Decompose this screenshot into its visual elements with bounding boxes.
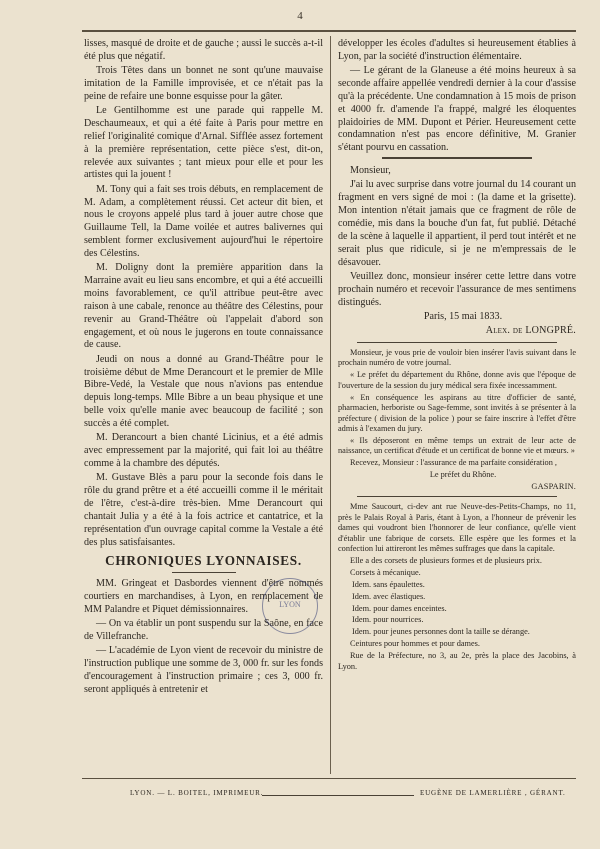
list-item: Idem. pour nourrices. xyxy=(352,615,424,625)
notice-intro: Monsieur, je vous prie de vouloir bien insérer l'avis suivant dans le prochain numéro de votre journal. xyxy=(338,348,576,368)
column-divider xyxy=(330,36,331,774)
left-paragraph-5: M. Doligny dont la première apparition dans la Marraine avait eu lieu sans encombre, et qui a été accueilli moins favorablement, ce qu'il attribue peut-être avec raison à une cabale, renonce au théâtre des Célestins, pour revenir au Grand-Théâtre où l'appelait d'abord son engagement, et où nous le jugerons en toute connaissance de cause. xyxy=(84,262,323,351)
letter-rule xyxy=(382,157,532,159)
right-paragraph-1: développer les écoles d'adultes si heureusement établies à Lyon, par la société d'instruction élémentaire. xyxy=(338,38,576,62)
notice-clause-3: « Ils déposeront en même temps un extrait de leur acte de naissance, un certificat d'étude et un certificat de bonne vie et mœurs. » xyxy=(338,435,576,456)
stamp-text: LYON xyxy=(279,600,301,609)
letter-signature: Alex. de LONGPRÉ. xyxy=(485,325,576,337)
left-paragraph-11: — L'académie de Lyon vient de recevoir du ministre de l'instruction publique une somme de 3, 000 fr. sur les fonds d'encouragement à l'instruction primaire ; ces 3, 000 fr. seront appliqués à entretenir et xyxy=(84,645,323,695)
advert-belts: Ceintures pour hommes et pour dames. xyxy=(350,639,480,649)
letter-salutation: Monsieur, xyxy=(350,165,391,177)
footer-line xyxy=(262,795,414,796)
section-title: CHRONIQUES LYONNAISES. xyxy=(105,553,302,569)
page-number: 4 xyxy=(297,10,303,22)
list-item: Idem. pour jeunes personnes dont la taille se dérange. xyxy=(352,627,530,637)
notice-clause-1: « Le préfet du département du Rhône, donne avis que l'époque de l'ouverture de la session du jury médical sera fixée incessamment. xyxy=(338,370,576,390)
advert-rule xyxy=(357,496,557,497)
notice-closing: Recevez, Monsieur : l'assurance de ma parfaite considération , xyxy=(350,458,557,468)
left-paragraph-8: M. Gustave Blès a paru pour la seconde fois dans le rôle du grand prêtre et a été accueilli comme il le méritait de l'être, c'est-à-dire très-bien. Mme Derancourt qui chantait Julia y a été à la fois actrice et cantatrice, et la représentation d'un ouvrage capital comme la Vestale a été des plus satisfaisantes. xyxy=(84,472,323,548)
left-paragraph-9: MM. Gringeat et Dasbordes viennent d'être nommés courtiers en marchandises, à Lyon, en remplacement de MM Palandre et Piquet démissionnaires. xyxy=(84,578,323,615)
list-item: Idem. avec élastiques. xyxy=(352,591,426,601)
right-paragraph-2: — Le gérant de la Glaneuse a été moins heureux à sa seconde affaire appellée vendredi dernier à la cour d'assise qu'à la précédente. Une condamnation à 15 mois de prison et 4000 fr. d'amende l'a frappé, malgré les éloquentes plaidoiries de MM. Dupont et Périer. Heureusement cette condamnation n'est pas encore définitive, M. Granier s'étant pourvu en cassation. xyxy=(338,65,576,154)
advert-body: Mme Saucourt, ci-dev ant rue Neuve-des-Petits-Champs, no 11, près le Palais Royal à Paris, étant à Lyon, a l'honneur de prévenir les dames qui voudront bien l'honnorer de leur confiance, qu'elle vient d'établir une fabrique de corsets. Elle espère que les formes et la confection lui attireront les mêmes suffrages que dans la capitale. xyxy=(338,502,576,553)
left-paragraph-6: Jeudi on nous a donné au Grand-Théâtre pour le troisième début de Mme Derancourt et le premier de Mlle Bibre-Vedé, la Vestale que nous n'avions pas entendue depuis long-temps. Mlle Bibre a un beau physique et une belle voix qu'elle manie avec beaucoup de facilité ; son succès a été complet. xyxy=(84,353,323,429)
advert-prices: Elle a des corsets de plusieurs formes et de plusieurs prix. xyxy=(350,555,542,565)
footer-manager: EUGÈNE DE LAMERLIÈRE , GÉRANT. xyxy=(420,789,566,797)
footer-printer: LYON. — L. BOITEL, IMPRIMEUR. xyxy=(130,789,264,797)
list-item: Idem. sans épaulettes. xyxy=(352,579,425,589)
section-rule xyxy=(172,572,236,573)
top-rule xyxy=(82,30,576,32)
notice-prefect: Le préfet du Rhône. xyxy=(429,470,497,480)
notice-clause-2: « En conséquence les aspirans au titre d'officier de santé, pharmacien, herboriste ou Sage-femme, sont invités à se présenter à la préfecture ( division de la police ) pour se faire inscrire à l'effet d'être admis à l'examen du jury. xyxy=(338,392,576,433)
list-item: Idem. pour dames enceintes. xyxy=(352,603,447,613)
right-column xyxy=(338,38,576,673)
advert-list-intro: Corsets à mécanique. xyxy=(350,567,421,577)
notice-signature: GASPARIN. xyxy=(531,481,576,491)
left-paragraph-7: M. Derancourt a bien chanté Licinius, et a été admis avec empressement par la majorité, qui fait loi au théâtre comme à la chambre des députés. xyxy=(84,432,323,469)
left-paragraph-4: M. Tony qui a fait ses trois débuts, en remplacement de M. Adam, a complètement réussi. Cet acteur dit bien, et nous le croyons appelé plus tard à jouer autre chose que Guillaume Tell, la Dame voilée et autres balivernes qui semblent former exclusivement aujourd'hui le répertoire des Célestins. xyxy=(84,183,323,259)
left-paragraph-3: Le Gentilhomme est une parade qui rappelle M. Deschaumeaux, et qui a été faite à Paris pour mettre en relief l'originalité comique d'Arnal. Sifflée assez fortement à la première représentation, cette pièce s'est, dit-on, relevée aux suivantes ; tant mieux pour elle et pour les artistes qui la jouent ! xyxy=(84,105,323,181)
letter-body-2: Veuillez donc, monsieur insérer cette lettre dans votre prochain numéro et recevoir l'assurance de mes sentimens distingués. xyxy=(338,270,576,308)
letter-dateline: Paris, 15 mai 1833. xyxy=(423,310,503,322)
left-paragraph-1: lisses, masqué de droite et de gauche ; aussi le succès a-t-il été plus que négatif. xyxy=(84,38,323,62)
left-paragraph-2: Trois Têtes dans un bonnet ne sont qu'une mauvaise imitation de la Famille improvisée, et ce n'était pas la peine de refaire une bonne esquisse pour la gâter. xyxy=(84,65,323,102)
letter-body-1: J'ai lu avec surprise dans votre journal du 14 courant un fragment en vers signé de moi : (la dame et la grisette). Mon intention n'était jamais que ce fragment de rôle de comédie, mis dans la bouche d'un fat, fut publié. Détaché de la scène à laquelle il appartient, il perd tout intérêt et ne serait plus que ridicule, si je ne m'empressais de le désavouer. xyxy=(338,179,576,268)
bottom-rule xyxy=(82,778,576,779)
left-paragraph-10: — On va établir un pont suspendu sur la Saône, en face de Villefranche. xyxy=(84,618,323,643)
library-stamp xyxy=(262,578,318,634)
advert-address: Rue de la Préfecture, no 3, au 2e, près la place des Jacobins, à Lyon. xyxy=(338,651,576,671)
notice-rule xyxy=(357,342,557,343)
